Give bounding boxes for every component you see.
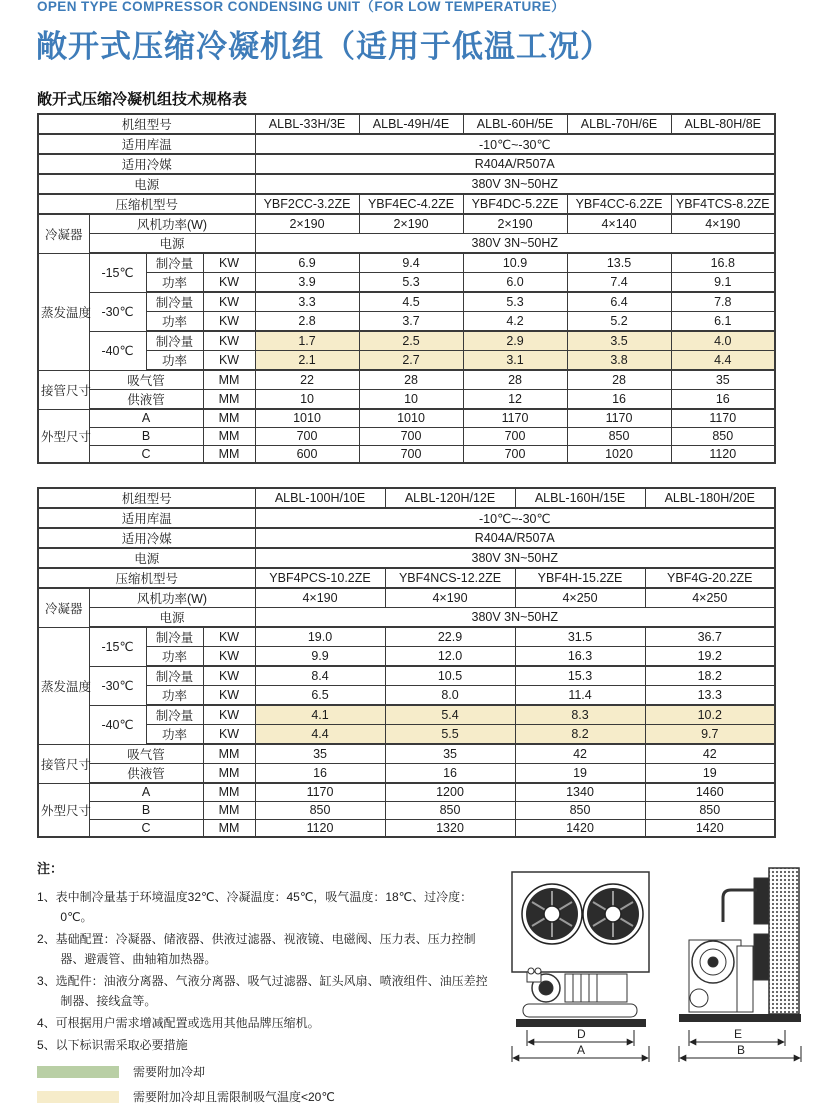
table-cell: 4.4 bbox=[671, 351, 775, 371]
table-cell: 13.5 bbox=[567, 253, 671, 273]
table-cell: 850 bbox=[255, 801, 385, 819]
table-cell: 5.4 bbox=[385, 705, 515, 725]
table-cell: 功率 bbox=[146, 686, 203, 706]
table-cell: 吸气管 bbox=[89, 744, 203, 764]
table-cell: 1340 bbox=[515, 783, 645, 801]
table-cell: 19 bbox=[645, 764, 775, 784]
table-cell: 制冷量 bbox=[146, 627, 203, 647]
table-cell: ALBL-33H/3E bbox=[255, 114, 359, 134]
table-cell: 16 bbox=[567, 390, 671, 410]
table-cell: 5.3 bbox=[359, 273, 463, 293]
fan-icon bbox=[522, 884, 582, 944]
table-cell: 风机功率(W) bbox=[89, 588, 255, 608]
table-cell: 16 bbox=[671, 390, 775, 410]
table-cell: 1120 bbox=[255, 819, 385, 837]
table-cell: 4.4 bbox=[255, 725, 385, 745]
dimension-label-a: A bbox=[577, 1043, 586, 1057]
table-cell: ALBL-120H/12E bbox=[385, 488, 515, 508]
table-cell: YBF4EC-4.2ZE bbox=[359, 194, 463, 214]
legend-text-green: 需要附加冷却 bbox=[133, 1065, 206, 1079]
table-cell: 850 bbox=[645, 801, 775, 819]
table-cell: C bbox=[89, 445, 203, 463]
note-item-4: 4、可根据用户需求增减配置或选用其他品牌压缩机。 bbox=[37, 1016, 320, 1030]
page-title: 敞开式压缩冷凝机组（适用于低温工况） bbox=[36, 29, 612, 64]
table-cell: 机组型号 bbox=[38, 488, 255, 508]
table-cell: 8.0 bbox=[385, 686, 515, 706]
table-cell: 10 bbox=[255, 390, 359, 410]
table-cell: 4.1 bbox=[255, 705, 385, 725]
legend-swatch-beige bbox=[37, 1091, 119, 1103]
table-cell: MM bbox=[203, 764, 255, 784]
table-cell: 9.9 bbox=[255, 647, 385, 667]
table-cell: 35 bbox=[255, 744, 385, 764]
table-cell: 制冷量 bbox=[146, 666, 203, 686]
legend-row-suction-limit bbox=[37, 1088, 499, 1105]
dimension-a bbox=[512, 1043, 649, 1062]
table-cell: YBF4CC-6.2ZE bbox=[567, 194, 671, 214]
table-cell: A bbox=[89, 783, 203, 801]
table-cell: 12 bbox=[463, 390, 567, 410]
table-cell: 2.8 bbox=[255, 312, 359, 332]
table-cell: 压缩机型号 bbox=[38, 194, 255, 214]
table-cell: 接管尺寸 bbox=[38, 744, 89, 783]
table-cell: -10℃~-30℃ bbox=[255, 134, 775, 154]
table-cell: 2×190 bbox=[463, 214, 567, 234]
table-cell: 1170 bbox=[671, 409, 775, 427]
table-cell: 19 bbox=[515, 764, 645, 784]
table-cell: 2.5 bbox=[359, 331, 463, 351]
table-cell: 蒸发温度 bbox=[38, 253, 89, 370]
table-cell: 4.5 bbox=[359, 292, 463, 312]
table-cell: 制冷量 bbox=[146, 292, 203, 312]
table-cell: 700 bbox=[463, 445, 567, 463]
table-cell: 功率 bbox=[146, 647, 203, 667]
table-cell: 适用冷媒 bbox=[38, 528, 255, 548]
table-cell: 380V 3N~50HZ bbox=[255, 234, 775, 254]
compressor-assembly bbox=[527, 968, 627, 1002]
table-cell: YBF4TCS-8.2ZE bbox=[671, 194, 775, 214]
table-cell: 850 bbox=[385, 801, 515, 819]
table-cell: 1420 bbox=[515, 819, 645, 837]
table-cell: 1420 bbox=[645, 819, 775, 837]
unit-side-view-drawing bbox=[671, 862, 807, 1068]
base-rail bbox=[679, 1014, 801, 1022]
table-cell: KW bbox=[203, 273, 255, 293]
notes-label: 注： bbox=[37, 861, 64, 876]
table-cell: -30℃ bbox=[89, 292, 146, 331]
table-cell: 22 bbox=[255, 370, 359, 390]
table-cell: 10.5 bbox=[385, 666, 515, 686]
table-cell: KW bbox=[203, 292, 255, 312]
table-cell: 5.3 bbox=[463, 292, 567, 312]
table-cell: ALBL-60H/5E bbox=[463, 114, 567, 134]
table-cell: 1170 bbox=[567, 409, 671, 427]
table-cell: 电源 bbox=[38, 548, 255, 568]
unit-front-view-drawing bbox=[507, 862, 659, 1068]
table-cell: 850 bbox=[671, 427, 775, 445]
note-item-3: 3、选配件：油液分离器、气液分离器、吸气过滤器、缸头风扇、喷液组件、油压差控制器、接线盒等。 bbox=[37, 974, 488, 1008]
table-cell: 10.2 bbox=[645, 705, 775, 725]
table-cell: 28 bbox=[567, 370, 671, 390]
table-cell: 18.2 bbox=[645, 666, 775, 686]
table-cell: MM bbox=[203, 370, 255, 390]
table-cell: 380V 3N~50HZ bbox=[255, 548, 775, 568]
table-cell: 42 bbox=[645, 744, 775, 764]
table-cell: 700 bbox=[359, 445, 463, 463]
table-cell: 4×250 bbox=[515, 588, 645, 608]
table-cell: 3.7 bbox=[359, 312, 463, 332]
subtitle-en: OPEN TYPE COMPRESSOR CONDENSING UNIT（FOR LOW TEMPERATURE） bbox=[37, 0, 566, 14]
table-cell: 1020 bbox=[567, 445, 671, 463]
unit-drawings bbox=[507, 862, 807, 1105]
table-cell: KW bbox=[203, 351, 255, 371]
table-cell: 28 bbox=[359, 370, 463, 390]
table-cell: 700 bbox=[463, 427, 567, 445]
table-cell: C bbox=[89, 819, 203, 837]
table-cell: 600 bbox=[255, 445, 359, 463]
table-cell: 4×190 bbox=[671, 214, 775, 234]
table-cell: 380V 3N~50HZ bbox=[255, 608, 775, 628]
table-cell: 外型尺寸 bbox=[38, 783, 89, 837]
table-cell: KW bbox=[203, 725, 255, 745]
table-cell: ALBL-180H/20E bbox=[645, 488, 775, 508]
condenser-coil bbox=[754, 868, 799, 1014]
table-cell: 5.2 bbox=[567, 312, 671, 332]
table-cell: KW bbox=[203, 312, 255, 332]
table-cell: 适用库温 bbox=[38, 508, 255, 528]
table-cell: 4.0 bbox=[671, 331, 775, 351]
table-cell: -10℃~-30℃ bbox=[255, 508, 775, 528]
table-cell: 7.8 bbox=[671, 292, 775, 312]
table-cell: -40℃ bbox=[89, 705, 146, 744]
table-cell: 4×190 bbox=[385, 588, 515, 608]
table-cell: MM bbox=[203, 819, 255, 837]
table-cell: KW bbox=[203, 666, 255, 686]
table-cell: 2.7 bbox=[359, 351, 463, 371]
table-cell: 35 bbox=[385, 744, 515, 764]
table-cell: YBF4DC-5.2ZE bbox=[463, 194, 567, 214]
table-cell: 压缩机型号 bbox=[38, 568, 255, 588]
table-cell: MM bbox=[203, 744, 255, 764]
table-cell: 吸气管 bbox=[89, 370, 203, 390]
table-cell: -15℃ bbox=[89, 253, 146, 292]
table-cell: 10 bbox=[359, 390, 463, 410]
table-cell: 冷凝器 bbox=[38, 588, 89, 627]
table-cell: 1120 bbox=[671, 445, 775, 463]
table-cell: ALBL-49H/4E bbox=[359, 114, 463, 134]
table-cell: -15℃ bbox=[89, 627, 146, 666]
table-cell: 制冷量 bbox=[146, 705, 203, 725]
compressor-side bbox=[689, 940, 753, 1012]
table-cell: 电源 bbox=[38, 174, 255, 194]
table-cell: -30℃ bbox=[89, 666, 146, 705]
table-cell: 蒸发温度 bbox=[38, 627, 89, 744]
table-cell: ALBL-70H/6E bbox=[567, 114, 671, 134]
table-cell: KW bbox=[203, 705, 255, 725]
table-cell: 8.2 bbox=[515, 725, 645, 745]
table-cell: 19.2 bbox=[645, 647, 775, 667]
table-cell: 6.1 bbox=[671, 312, 775, 332]
table-cell: 功率 bbox=[146, 273, 203, 293]
table-cell: 1010 bbox=[359, 409, 463, 427]
table-cell: 10.9 bbox=[463, 253, 567, 273]
table-cell: 1320 bbox=[385, 819, 515, 837]
table-cell: MM bbox=[203, 409, 255, 427]
legend-swatch-green bbox=[37, 1066, 119, 1078]
table-cell: 3.8 bbox=[567, 351, 671, 371]
table-cell: B bbox=[89, 427, 203, 445]
table-cell: 28 bbox=[463, 370, 567, 390]
note-item-1: 1、表中制冷量基于环境温度32℃、冷凝温度：45℃，吸气温度：18℃、过冷度：0℃。 bbox=[37, 890, 473, 924]
legend-text-beige: 需要附加冷却且需限制吸气温度<20℃ bbox=[133, 1090, 335, 1104]
table-cell: 5.5 bbox=[385, 725, 515, 745]
dimension-b bbox=[679, 1043, 801, 1062]
table-cell: YBF2CC-3.2ZE bbox=[255, 194, 359, 214]
table-cell: 3.3 bbox=[255, 292, 359, 312]
table-cell: 1460 bbox=[645, 783, 775, 801]
table-cell: R404A/R507A bbox=[255, 154, 775, 174]
note-item-2: 2、基础配置：冷凝器、储液器、供液过滤器、视液镜、电磁阀、压力表、压力控制器、避震管、曲轴箱加热器。 bbox=[37, 932, 476, 966]
table-cell: 4×140 bbox=[567, 214, 671, 234]
table-cell: 电源 bbox=[89, 234, 255, 254]
table-cell: 4×250 bbox=[645, 588, 775, 608]
table-cell: 制冷量 bbox=[146, 253, 203, 273]
table-cell: 9.1 bbox=[671, 273, 775, 293]
table-cell: 1.7 bbox=[255, 331, 359, 351]
table-cell: 4.2 bbox=[463, 312, 567, 332]
table-cell: 16.3 bbox=[515, 647, 645, 667]
table-cell: 2×190 bbox=[255, 214, 359, 234]
table-cell: YBF4NCS-12.2ZE bbox=[385, 568, 515, 588]
table-cell: 16.8 bbox=[671, 253, 775, 273]
spec-table-models-100-180 bbox=[37, 487, 776, 838]
table-cell: 12.0 bbox=[385, 647, 515, 667]
legend-row-additional-cooling bbox=[37, 1063, 499, 1080]
table-cell: 700 bbox=[255, 427, 359, 445]
table-cell: KW bbox=[203, 686, 255, 706]
table-cell: 8.3 bbox=[515, 705, 645, 725]
table-cell: 供液管 bbox=[89, 764, 203, 784]
table-cell: MM bbox=[203, 783, 255, 801]
table-cell: 2.9 bbox=[463, 331, 567, 351]
table-cell: A bbox=[89, 409, 203, 427]
table-cell: MM bbox=[203, 801, 255, 819]
table-cell: YBF4PCS-10.2ZE bbox=[255, 568, 385, 588]
table-cell: 11.4 bbox=[515, 686, 645, 706]
table-cell: 16 bbox=[255, 764, 385, 784]
table-cell: 功率 bbox=[146, 351, 203, 371]
table-caption: 敞开式压缩冷凝机组技术规格表 bbox=[37, 91, 248, 108]
table-cell: 机组型号 bbox=[38, 114, 255, 134]
table-cell: 31.5 bbox=[515, 627, 645, 647]
table-cell: ALBL-80H/8E bbox=[671, 114, 775, 134]
table-cell: 冷凝器 bbox=[38, 214, 89, 253]
table-cell: 供液管 bbox=[89, 390, 203, 410]
table-cell: 1200 bbox=[385, 783, 515, 801]
table-cell: MM bbox=[203, 445, 255, 463]
table-cell: 1010 bbox=[255, 409, 359, 427]
table-cell: 36.7 bbox=[645, 627, 775, 647]
table-cell: 功率 bbox=[146, 312, 203, 332]
table-cell: 适用库温 bbox=[38, 134, 255, 154]
table-cell: MM bbox=[203, 427, 255, 445]
table-cell: 22.9 bbox=[385, 627, 515, 647]
table-cell: 850 bbox=[515, 801, 645, 819]
table-cell: 2.1 bbox=[255, 351, 359, 371]
table-cell: B bbox=[89, 801, 203, 819]
table-cell: 380V 3N~50HZ bbox=[255, 174, 775, 194]
table-cell: 700 bbox=[359, 427, 463, 445]
table-cell: 13.3 bbox=[645, 686, 775, 706]
table-cell: 适用冷媒 bbox=[38, 154, 255, 174]
table-cell: 19.0 bbox=[255, 627, 385, 647]
table-cell: 8.4 bbox=[255, 666, 385, 686]
dimension-label-d: D bbox=[577, 1027, 586, 1041]
table-cell: 功率 bbox=[146, 725, 203, 745]
table-cell: 35 bbox=[671, 370, 775, 390]
table-cell: 9.7 bbox=[645, 725, 775, 745]
table-cell: 1170 bbox=[255, 783, 385, 801]
table-cell: KW bbox=[203, 331, 255, 351]
table-cell: 风机功率(W) bbox=[89, 214, 255, 234]
table-cell: 6.5 bbox=[255, 686, 385, 706]
bottom-section bbox=[37, 858, 787, 1105]
table-cell: 3.5 bbox=[567, 331, 671, 351]
table-cell: 15.3 bbox=[515, 666, 645, 686]
table-cell: 3.1 bbox=[463, 351, 567, 371]
table-cell: 制冷量 bbox=[146, 331, 203, 351]
table-cell: 2×190 bbox=[359, 214, 463, 234]
table-cell: 外型尺寸 bbox=[38, 409, 89, 463]
notes-section bbox=[37, 858, 499, 1105]
table-cell: 9.4 bbox=[359, 253, 463, 273]
table-cell: KW bbox=[203, 253, 255, 273]
table-cell: MM bbox=[203, 390, 255, 410]
note-item-5: 5、以下标识需采取必要措施 bbox=[37, 1038, 188, 1052]
table-cell: ALBL-100H/10E bbox=[255, 488, 385, 508]
table-cell: R404A/R507A bbox=[255, 528, 775, 548]
table-cell: 6.4 bbox=[567, 292, 671, 312]
table-cell: 电源 bbox=[89, 608, 255, 628]
table-cell: -40℃ bbox=[89, 331, 146, 370]
table-cell: 1170 bbox=[463, 409, 567, 427]
table-cell: 6.9 bbox=[255, 253, 359, 273]
table-cell: 850 bbox=[567, 427, 671, 445]
table-cell: 16 bbox=[385, 764, 515, 784]
table-cell: KW bbox=[203, 647, 255, 667]
table-cell: KW bbox=[203, 627, 255, 647]
receiver-tank bbox=[523, 1004, 637, 1017]
fan-icon bbox=[583, 884, 643, 944]
table-cell: 接管尺寸 bbox=[38, 370, 89, 409]
spec-table-models-33-80 bbox=[37, 113, 776, 464]
table-cell: 42 bbox=[515, 744, 645, 764]
table-cell: 7.4 bbox=[567, 273, 671, 293]
base-rail bbox=[516, 1019, 646, 1027]
table-cell: YBF4G-20.2ZE bbox=[645, 568, 775, 588]
table-cell: ALBL-160H/15E bbox=[515, 488, 645, 508]
table-cell: YBF4H-15.2ZE bbox=[515, 568, 645, 588]
table-cell: 4×190 bbox=[255, 588, 385, 608]
dimension-label-b: B bbox=[737, 1043, 746, 1057]
table-cell: 3.9 bbox=[255, 273, 359, 293]
dimension-label-e: E bbox=[734, 1027, 743, 1041]
discharge-pipe bbox=[723, 890, 757, 922]
table-cell: 6.0 bbox=[463, 273, 567, 293]
